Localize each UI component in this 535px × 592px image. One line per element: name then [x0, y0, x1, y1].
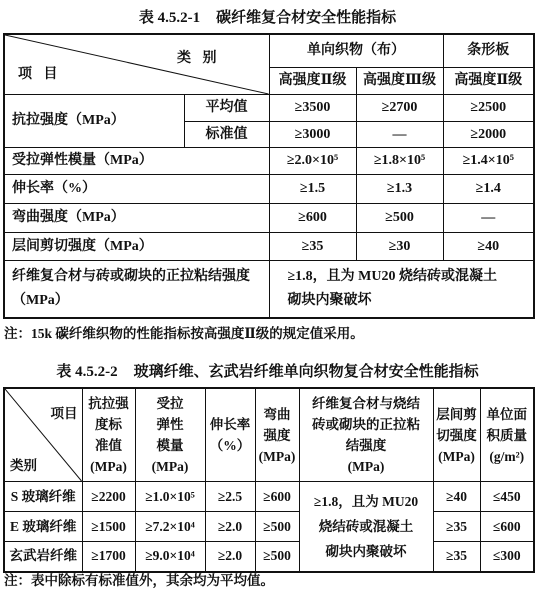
header-line: 准值 — [95, 438, 122, 453]
value-cell: ≥2700 — [356, 95, 443, 122]
row-label-elastic-modulus: 受拉弹性模量（MPa） — [4, 148, 269, 175]
grade-header: 高强度Ⅱ级 — [269, 67, 356, 94]
value-cell: — — [356, 122, 443, 148]
bond-label-line: 纤维复合材与砖或砌块的正拉粘结强度 — [12, 268, 250, 284]
value-cell: ≥35 — [269, 233, 356, 261]
value-cell: ≥2200 — [82, 482, 135, 512]
header-line: 抗拉强 — [88, 396, 129, 411]
row-label-s-glass: S 玻璃纤维 — [4, 482, 82, 512]
header-line: 砖或砌块的正拉粘 — [312, 417, 420, 432]
header-line: (MPa) — [258, 448, 296, 464]
value-cell: ≥500 — [255, 512, 299, 542]
header-line: 度标 — [95, 417, 122, 432]
header-bond-strength — [299, 388, 433, 482]
bond-strength-value — [269, 261, 534, 318]
header-line: (MPa) — [151, 459, 189, 474]
corner-header-cell — [4, 388, 82, 482]
table2-number: 表 4.5.2-2 — [56, 364, 118, 380]
bond-strength-value — [299, 482, 433, 572]
value-cell: ≥1.8×10⁵ — [356, 148, 443, 175]
bond-value-line: 烧结砖或混凝土 — [318, 518, 414, 534]
carbon-fiber-safety-table — [3, 33, 535, 319]
value-cell: ≥40 — [433, 482, 480, 512]
header-line: 伸长率 — [209, 417, 251, 432]
header-elongation — [205, 388, 255, 482]
value-cell: ≥40 — [443, 233, 534, 261]
value-cell: ≥1.0×10⁵ — [135, 482, 205, 512]
value-cell: ≥2.0×10⁵ — [269, 148, 356, 175]
row-label-interlaminar-shear: 层间剪切强度（MPa） — [4, 233, 269, 261]
header-line: 模量 — [156, 438, 184, 453]
header-line: (g/m²) — [489, 448, 525, 464]
row-label-elongation: 伸长率（%） — [4, 175, 269, 204]
value-cell: ≥2.5 — [205, 482, 255, 512]
row-label-tensile-strength: 抗拉强度（MPa） — [4, 95, 184, 148]
value-cell: ≤450 — [480, 482, 534, 512]
value-cell: ≥500 — [356, 204, 443, 233]
corner-category-label: 类 别 — [177, 51, 217, 66]
bond-value-line: ≥1.8，且为 MU20 烧结砖或混凝土 — [287, 268, 498, 284]
header-line: 单位面 — [486, 406, 527, 422]
value-cell: ≤600 — [480, 512, 534, 542]
bond-label-line: （MPa） — [12, 292, 69, 308]
value-cell: ≥500 — [255, 542, 299, 572]
value-cell: ≥1.3 — [356, 175, 443, 204]
header-line: 积质量 — [486, 427, 527, 443]
table1-note: 注：15k 碳纤维织物的性能指标按高强度Ⅱ级的规定值采用。 — [4, 326, 364, 341]
value-cell: ≥3000 — [269, 122, 356, 148]
table1-caption — [0, 8, 535, 28]
value-cell: ≥600 — [269, 204, 356, 233]
value-cell: ≥35 — [433, 542, 480, 572]
glass-basalt-fiber-safety-table — [3, 387, 535, 573]
sub-label-average: 平均值 — [184, 95, 269, 122]
header-areal-mass — [480, 388, 534, 482]
header-tensile-standard — [82, 388, 135, 482]
row-label-basalt: 玄武岩纤维 — [4, 542, 82, 572]
group-header-plate: 条形板 — [443, 34, 534, 67]
value-cell: ≥1.5 — [269, 175, 356, 204]
value-cell: ≥9.0×10⁴ — [135, 542, 205, 572]
corner-category-label: 类别 — [10, 458, 37, 473]
value-cell: ≥2.0 — [205, 512, 255, 542]
value-cell: ≥600 — [255, 482, 299, 512]
sub-label-standard: 标准值 — [184, 122, 269, 148]
header-line: (MPa) — [90, 459, 127, 474]
group-header-fabric: 单向织物（布） — [269, 34, 443, 67]
row-label-flexural-strength: 弯曲强度（MPa） — [4, 204, 269, 233]
header-line: 受拉 — [156, 396, 184, 411]
bond-value-line: ≥1.8，且为 MU20 — [313, 493, 419, 509]
header-flexural-strength — [255, 388, 299, 482]
table2-title: 玻璃纤维、玄武岩纤维单向织物复合材安全性能指标 — [133, 364, 479, 380]
header-interlaminar-shear — [433, 388, 480, 482]
header-elastic-modulus — [135, 388, 205, 482]
row-label-e-glass: E 玻璃纤维 — [4, 512, 82, 542]
value-cell: ≥1.4×10⁵ — [443, 148, 534, 175]
value-cell: ≥7.2×10⁴ — [135, 512, 205, 542]
value-cell: ≤300 — [480, 542, 534, 572]
value-cell: ≥2500 — [443, 95, 534, 122]
value-cell: ≥30 — [356, 233, 443, 261]
corner-item-label: 项 目 — [18, 67, 58, 82]
diagonal-divider — [5, 35, 269, 94]
header-line: （%） — [209, 438, 251, 453]
value-cell: ≥3500 — [269, 95, 356, 122]
header-line: 弯曲 — [263, 406, 291, 422]
table1-title: 碳纤维复合材安全性能指标 — [216, 10, 397, 26]
grade-header: 高强度Ⅱ级 — [443, 67, 534, 94]
table1-number: 表 4.5.2-1 — [138, 10, 201, 26]
header-line: 结强度 — [345, 438, 387, 453]
corner-header-cell — [4, 34, 269, 95]
header-line: 切强度 — [436, 427, 477, 443]
header-line: 层间剪 — [436, 406, 477, 422]
value-cell: ≥2.0 — [205, 542, 255, 572]
header-line: 弹性 — [156, 417, 184, 432]
header-line: 纤维复合材与烧结 — [312, 396, 420, 411]
row-label-bond-strength — [4, 261, 269, 318]
header-line: 强度 — [263, 427, 291, 443]
table2-caption — [0, 362, 535, 382]
bond-value-line: 砌块内聚破坏 — [325, 543, 407, 559]
value-cell: ≥1700 — [82, 542, 135, 572]
grade-header: 高强度Ⅲ级 — [356, 67, 443, 94]
table2-note: 注：表中除标有标准值外，其余均为平均值。 — [4, 573, 274, 588]
value-cell: — — [443, 204, 534, 233]
header-line: (MPa) — [347, 459, 385, 474]
bond-value-line: 砌块内聚破坏 — [287, 292, 372, 308]
corner-item-label: 项目 — [50, 406, 78, 421]
value-cell: ≥1.4 — [443, 175, 534, 204]
value-cell: ≥35 — [433, 512, 480, 542]
header-line: (MPa) — [438, 448, 475, 464]
value-cell: ≥2000 — [443, 122, 534, 148]
value-cell: ≥1500 — [82, 512, 135, 542]
